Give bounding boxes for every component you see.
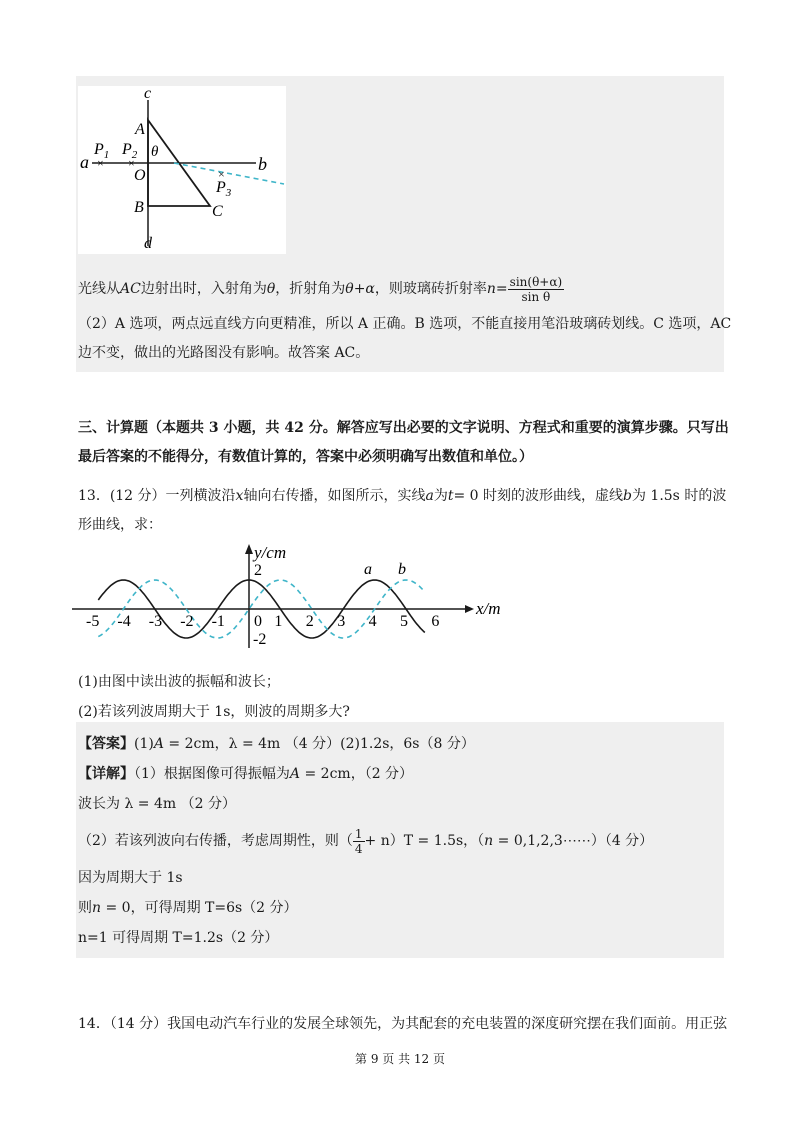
- x-tick-label: 2: [305, 613, 314, 630]
- x-tick-label: 5: [400, 613, 408, 630]
- text-fragment: 轴向右传播，如图所示，实线: [243, 488, 426, 504]
- section3-title-line2: 最后答案的不能得分，有数值计算的，答案中必须明确写出数值和单位。）: [78, 449, 533, 465]
- label-a: a: [80, 152, 89, 172]
- text-fragment: 则: [78, 900, 92, 916]
- var-n: n: [92, 900, 102, 916]
- solution13-since: 因为周期大于 1s: [78, 870, 183, 886]
- label-C: C: [212, 203, 223, 220]
- text-fragment: 13．(12 分）一列横波沿: [78, 488, 236, 504]
- solution13-answer: [78, 734, 475, 754]
- label-A: A: [135, 121, 145, 138]
- text-fragment: = 0 时刻的波形曲线，虚线: [453, 488, 623, 504]
- wave-diagram: [72, 540, 512, 650]
- text-fragment: 为 1.5s 时的波: [631, 488, 727, 504]
- q13-line2: 形曲线，求：: [78, 517, 162, 533]
- fraction-numerator: 1: [354, 826, 363, 841]
- label-B: B: [134, 199, 144, 216]
- label-P3: $P_3$: [216, 179, 232, 199]
- q14-line1: 14．（14 分）我国电动汽车行业的发展全球领先，为其配套的充电装置的深度研究摆在我们面前。用正弦: [78, 1016, 728, 1032]
- text-fragment: = 0，可得周期 T=6s（2 分）: [101, 900, 298, 916]
- pin-p1-mark: ×: [97, 156, 104, 170]
- q13-sub2: (2)若该列波周期大于 1s，则波的周期多大?: [78, 704, 350, 720]
- label-b: b: [258, 154, 267, 174]
- text-fragment: ，λ = 4m （4 分）: [214, 736, 341, 752]
- var-theta-alpha: θ+α: [345, 281, 375, 297]
- solution13-n1: n=1 可得周期 T=1.2s（2 分）: [78, 930, 279, 946]
- prism-diagram: [78, 86, 286, 254]
- solution13-wavelength: 波长为 λ = 4m （2 分）: [78, 796, 236, 812]
- detail-tag: 【详解】: [78, 766, 134, 782]
- var-n: n: [484, 833, 494, 849]
- equals-sign: =: [495, 281, 508, 297]
- answer12-line3: 边不变，做出的光路图没有影响。故答案 AC。: [78, 345, 370, 361]
- var-A: A: [289, 766, 301, 782]
- text-fragment: = 0,1,2,3⋯⋯）（4 分）: [493, 833, 654, 849]
- refraction-fraction: [508, 275, 564, 304]
- text-fragment: = 2cm，（2 分）: [300, 766, 414, 782]
- fraction-denominator: 4: [354, 841, 363, 856]
- x-tick-label: -1: [211, 613, 225, 630]
- var-b: b: [623, 488, 632, 504]
- pin-p3-mark: ×: [218, 167, 225, 181]
- x-tick-label: 4: [368, 613, 377, 630]
- section3-title-line1: 三、计算题（本题共 3 小题，共 42 分。解答应写出必要的文字说明、方程式和重要的演算步骤。只写出: [78, 420, 729, 436]
- x-tick-label: -5: [86, 613, 100, 630]
- solution13-detail1: [78, 764, 413, 784]
- x-tick-labels: [86, 613, 439, 630]
- label-d: d: [144, 235, 152, 252]
- solution13-then: [78, 898, 298, 918]
- x-tick-label: -2: [180, 613, 194, 630]
- fraction-numerator: sin(θ+α): [509, 274, 563, 289]
- text-fragment: 为: [433, 488, 448, 504]
- label-O: O: [134, 167, 146, 184]
- var-AC: AC: [120, 281, 141, 297]
- var-theta: θ: [266, 281, 276, 297]
- text-fragment: （1）根据图像可得振幅为: [134, 766, 290, 782]
- q13-line1: [78, 486, 726, 506]
- x-tick-label: 6: [431, 613, 440, 630]
- x-axis-label: x/m: [476, 599, 501, 618]
- text-fragment: (2)1.2s，6s（8 分）: [340, 736, 475, 752]
- text-fragment: 光线从: [78, 281, 120, 297]
- x-tick-label: -4: [117, 613, 131, 630]
- y-axis-arrow: [245, 544, 253, 554]
- y-tick-neg2: -2: [253, 631, 267, 648]
- label-c: c: [144, 86, 152, 102]
- var-x: x: [235, 488, 244, 504]
- solution13-part2: [78, 826, 653, 856]
- answer12-line1: [78, 272, 564, 306]
- curve-label-b: b: [398, 561, 406, 578]
- x-tick-label: -3: [148, 613, 163, 630]
- answer12-line2: （2）A 选项，两点远直线方向更精准，所以 A 正确。B 选项，不能直接用笔沿玻璃砖划线。C 选项，AC: [78, 316, 732, 332]
- fraction-denominator: sin θ: [521, 289, 551, 304]
- text-fragment: = 2cm: [163, 736, 215, 752]
- var-t: t: [447, 488, 454, 504]
- var-n: n: [486, 281, 496, 297]
- x-tick-label: 0: [254, 613, 262, 630]
- var-a: a: [425, 488, 434, 504]
- var-A: A: [153, 736, 164, 752]
- text-fragment: （2）若该列波向右传播，考虑周期性，则（: [78, 833, 353, 849]
- x-tick-label: 3: [337, 613, 346, 630]
- text-fragment: 边射出时，入射角为: [140, 281, 267, 297]
- text-fragment: ，折射角为: [275, 281, 346, 297]
- page-number: 第 9 页 共 12 页: [355, 1052, 445, 1066]
- label-P2: $P_2$: [122, 141, 138, 161]
- text-fragment: + n）T = 1.5s，（: [364, 833, 485, 849]
- quarter-fraction: [353, 827, 365, 856]
- y-axis-label: y/cm: [254, 543, 287, 562]
- label-theta: θ: [151, 144, 159, 160]
- text-fragment: ，则玻璃砖折射率: [374, 281, 487, 297]
- refracted-ray: [174, 163, 284, 184]
- curve-label-a: a: [364, 561, 372, 578]
- y-tick-2: 2: [254, 562, 262, 579]
- pin-p2-mark: ×: [128, 156, 135, 170]
- x-tick-label: 1: [274, 613, 283, 630]
- x-axis-arrow: [465, 605, 474, 613]
- answer-tag: 【答案】: [78, 736, 134, 752]
- text-fragment: (1): [134, 736, 154, 752]
- q13-sub1: (1)由图中读出波的振幅和波长；: [78, 674, 280, 690]
- label-P1: $P_1$: [94, 141, 110, 161]
